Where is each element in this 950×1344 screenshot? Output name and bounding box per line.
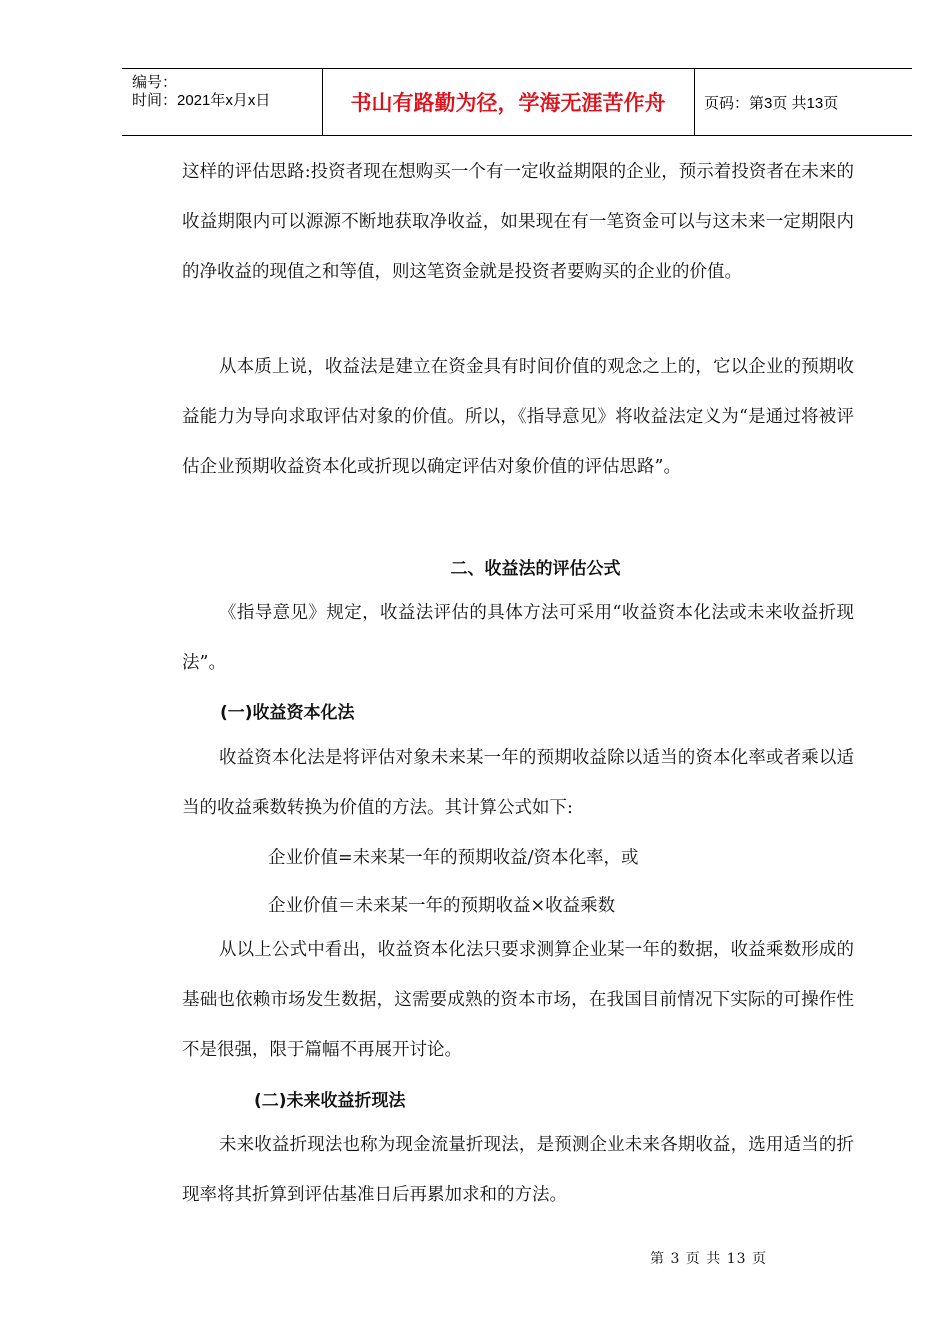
page-header bbox=[122, 68, 912, 136]
section-heading: 二、收益法的评估公式 bbox=[450, 559, 621, 579]
header-motto: 书山有路勤为径，学海无涯苦作舟 bbox=[350, 91, 666, 115]
header-meta bbox=[132, 74, 270, 110]
formula-1: 企业价值=未来某一年的预期收益/资本化率，或 bbox=[268, 848, 639, 868]
paragraph-2: 从本质上说，收益法是建立在资金具有时间价值的观念之上的，它以企业的预期收益能力为导向求取评估对象的价值。所以，《指导意见》将收益法定义为“是通过将被评估企业预期收益资本化或折现以确定评估对象价值的评估思路”。 bbox=[182, 357, 854, 477]
header-page-number: 页码：第3页 共13页 bbox=[704, 95, 839, 112]
header-code: 编号： bbox=[132, 74, 178, 91]
paragraph-6: 未来收益折现法也称为现金流量折现法，是预测企业未来各期收益，选用适当的折现率将其折算到评估基准日后再累加求和的方法。 bbox=[182, 1135, 854, 1205]
subsection-heading-1: (一)收益资本化法 bbox=[220, 703, 355, 723]
formula-2: 企业价值＝未来某一年的预期收益×收益乘数 bbox=[268, 896, 616, 916]
paragraph-3: 《指导意见》规定，收益法评估的具体方法可采用“收益资本化法或未来收益折现法”。 bbox=[182, 603, 854, 673]
header-divider-right bbox=[694, 68, 695, 136]
paragraph-5: 从以上公式中看出，收益资本化法只要求测算企业某一年的数据，收益乘数形成的基础也依赖市场发生数据，这需要成熟的资本市场，在我国目前情况下实际的可操作性不是很强，限于篇幅不再展开讨论。 bbox=[182, 940, 854, 1060]
paragraph-1: 这样的评估思路:投资者现在想购买一个有一定收益期限的企业，预示着投资者在未来的收益期限内可以源源不断地获取净收益，如果现在有一笔资金可以与这未来一定期限内的净收益的现值之和等值，则这笔资金就是投资者要购买的企业的价值。 bbox=[182, 162, 854, 282]
header-time: 时间：2021年x月x日 bbox=[132, 92, 271, 109]
subsection-heading-2: (二)未来收益折现法 bbox=[254, 1091, 406, 1111]
paragraph-4: 收益资本化法是将评估对象未来某一年的预期收益除以适当的资本化率或者乘以适当的收益乘数转换为价值的方法。其计算公式如下: bbox=[182, 748, 854, 818]
footer-page-number: 第 3 页 共 13 页 bbox=[650, 1251, 767, 1267]
